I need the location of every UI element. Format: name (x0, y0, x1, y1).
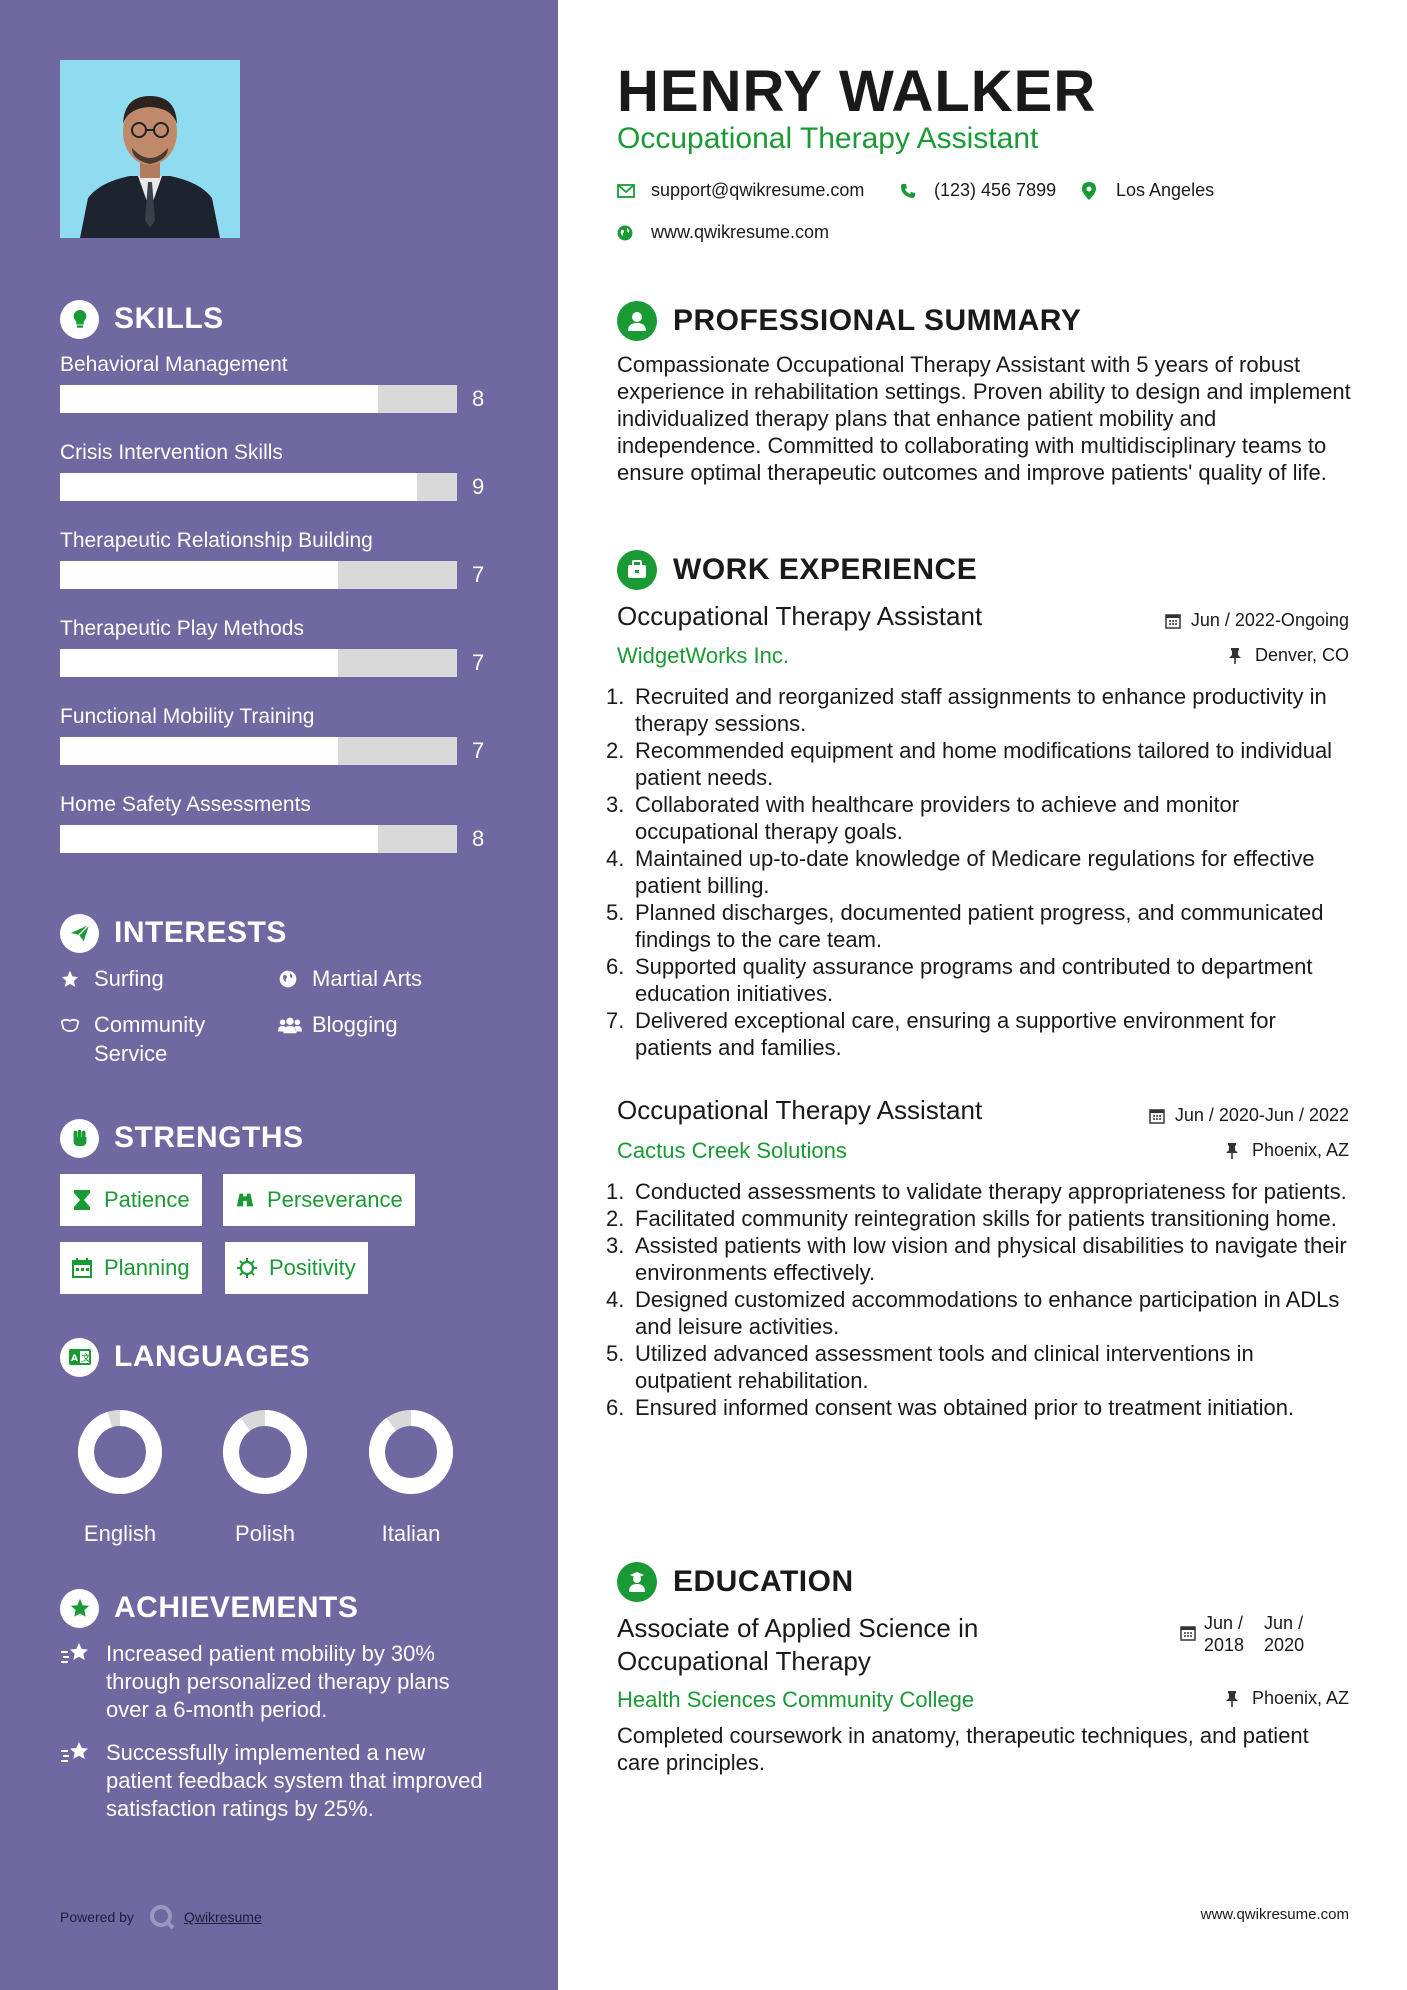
strengths-heading (60, 1118, 304, 1158)
achievements-heading-text: ACHIEVEMENTS (114, 1591, 359, 1624)
shooting-star-icon (60, 1739, 92, 1767)
skill-value: 7 (472, 650, 485, 675)
list-item: 7. Delivered exceptional care, ensuring a supportive environment for patients and families. (606, 1008, 1276, 1060)
degree-line: Occupational Therapy (617, 1646, 871, 1676)
skill-value: 7 (472, 738, 485, 763)
contact-email[interactable] (617, 180, 864, 201)
strength-tag (60, 1174, 202, 1226)
job-company: WidgetWorks Inc. (617, 643, 789, 668)
lightbulb-icon (60, 300, 99, 339)
fist-icon (60, 1119, 99, 1158)
experience-heading (617, 550, 977, 590)
pushpin-icon (1226, 1142, 1244, 1160)
email-text: support@qwikresume.com (651, 180, 865, 200)
hourglass-icon (72, 1190, 92, 1210)
globe-icon (278, 964, 302, 993)
skill-item (60, 438, 490, 508)
list-item: 1. Recruited and reorganized staff assignments to enhance productivity in therapy sessions. (606, 684, 1327, 736)
phone-text: (123) 456 7899 (934, 180, 1057, 200)
degree-title (617, 1612, 978, 1678)
experience-heading-text: WORK EXPERIENCE (673, 553, 978, 586)
pushpin-icon (1226, 1690, 1244, 1708)
job-location (1229, 645, 1349, 666)
paper-plane-icon (60, 914, 99, 953)
language-ring (70, 1402, 170, 1502)
interests-heading (60, 913, 287, 953)
job-dates-text: Jun / 2022-Ongoing (1190, 610, 1349, 630)
skill-name: Home Safety Assessments (60, 793, 311, 816)
svg-text:A: A (70, 1354, 78, 1364)
achievement-item (60, 1739, 490, 1823)
degree-line: Associate of Applied Science in (617, 1613, 979, 1643)
language-item (210, 1402, 320, 1547)
interest-item (278, 964, 422, 993)
pushpin-icon (1229, 647, 1247, 665)
users-icon (278, 1010, 302, 1039)
skill-name: Crisis Intervention Skills (60, 441, 283, 464)
list-item: 3. Collaborated with healthcare providers to achieve and monitor occupational therapy goals. (606, 792, 1240, 844)
interest-label: Community Service (94, 1012, 206, 1066)
map-marker-icon (1082, 181, 1104, 201)
education-heading (617, 1562, 854, 1602)
qwikresume-link[interactable]: Qwikresume (183, 1909, 262, 1925)
svg-text:文: 文 (81, 1354, 91, 1364)
job-dates (1165, 610, 1349, 631)
graduate-icon (617, 1562, 657, 1602)
achievement-text: Successfully implemented a new patient feedback system that improved satisfaction ratings by 25%. (106, 1740, 483, 1821)
shooting-star-icon (60, 1640, 92, 1668)
skill-bar (60, 473, 457, 501)
skill-bar (60, 825, 457, 853)
job-location-text: Denver, CO (1254, 645, 1349, 665)
user-icon (617, 301, 657, 341)
achievement-text: Increased patient mobility by 30% through personalized therapy plans over a 6-month period. (106, 1641, 450, 1722)
skill-bar (60, 649, 457, 677)
calendar-icon (1180, 1624, 1196, 1646)
calendar-icon (1149, 1107, 1167, 1125)
skill-name: Therapeutic Play Methods (60, 617, 304, 640)
interests-heading-text: INTERESTS (114, 916, 287, 949)
job-location-text: Phoenix, AZ (1251, 1140, 1349, 1160)
education-heading-text: EDUCATION (673, 1565, 854, 1598)
strength-tag (60, 1242, 202, 1294)
strength-tag (225, 1242, 368, 1294)
education-start: Jun / (1204, 1613, 1244, 1633)
list-item: 2. Facilitated community reintegration skills for patients transitioning home. (606, 1206, 1337, 1231)
languages-heading-text: LANGUAGES (114, 1340, 311, 1373)
language-name: Polish (235, 1521, 295, 1546)
briefcase-icon (617, 550, 657, 590)
job-dates-text: Jun / 2020-Jun / 2022 (1174, 1105, 1349, 1125)
globe-icon (617, 223, 639, 243)
strengths-heading-text: STRENGTHS (114, 1121, 304, 1154)
education-location (1226, 1688, 1349, 1709)
job-dates (1149, 1105, 1349, 1126)
job-bullets (606, 1178, 1356, 1421)
language-ring (361, 1402, 461, 1502)
candidate-role: Occupational Therapy Assistant (617, 122, 1039, 155)
phone-icon (900, 181, 922, 201)
education-end-year: 2020 (1264, 1635, 1305, 1655)
skill-value: 7 (472, 562, 485, 587)
list-item: 3. Assisted patients with low vision and physical disabilities to navigate their environments effectively. (606, 1233, 1347, 1285)
list-item: 2. Recommended equipment and home modifications tailored to individual patient needs. (606, 738, 1333, 790)
summary-text: Compassionate Occupational Therapy Assistant with 5 years of robust experience in rehabilitation settings. Proven ability to design and implement individualized therapy plans that enhance patient mobility and independence. Committed to collaborating with multidisciplinary teams to ensure optimal therapeutic outcomes and improve patients' quality of life. (617, 352, 1351, 485)
achievement-item (60, 1640, 490, 1724)
skill-item (60, 350, 490, 420)
achievements-heading (60, 1588, 358, 1628)
interest-item (60, 1010, 260, 1068)
language-name: English (83, 1521, 157, 1546)
language-name: Italian (381, 1521, 441, 1546)
language-ring (215, 1402, 315, 1502)
interest-label: Martial Arts (312, 966, 423, 991)
skill-name: Functional Mobility Training (60, 705, 315, 728)
skill-item (60, 614, 490, 684)
education-end: Jun / (1264, 1613, 1304, 1633)
strength-label: Planning (104, 1255, 190, 1280)
list-item: 5. Planned discharges, documented patient progress, and communicated findings to the care team. (606, 900, 1324, 952)
website-text: www.qwikresume.com (651, 222, 830, 242)
interest-label: Surfing (94, 966, 164, 991)
language-icon (60, 1338, 99, 1377)
list-item: 6. Supported quality assurance programs and contributed to department education initiatives. (606, 954, 1313, 1006)
skill-bar-fill (60, 561, 338, 589)
job-company: Cactus Creek Solutions (617, 1138, 847, 1163)
language-item (356, 1402, 466, 1547)
education-start-year: 2018 (1204, 1635, 1245, 1655)
language-item (65, 1402, 175, 1547)
education-dates (1180, 1612, 1304, 1656)
list-item: 4. Maintained up-to-date knowledge of Medicare regulations for effective patient billing. (606, 846, 1315, 898)
skill-bar-fill (60, 737, 338, 765)
binoculars-icon (235, 1190, 255, 1210)
calendar-icon (1165, 612, 1183, 630)
contact-website[interactable] (617, 222, 829, 243)
star-icon (60, 964, 84, 993)
list-item: 5. Utilized advanced assessment tools and clinical interventions in outpatient rehabilitation. (606, 1341, 1254, 1393)
candidate-name: HENRY WALKER (617, 59, 1097, 124)
school-name: Health Sciences Community College (617, 1687, 975, 1712)
strength-label: Perseverance (267, 1187, 403, 1212)
skill-name: Therapeutic Relationship Building (60, 529, 373, 552)
job-title: Occupational Therapy Assistant (617, 1095, 983, 1125)
skill-bar-fill (60, 825, 378, 853)
skill-item (60, 526, 490, 596)
list-item: 6. Ensured informed consent was obtained prior to treatment initiation. (606, 1395, 1295, 1420)
skill-bar-fill (60, 649, 338, 677)
skills-heading (60, 299, 224, 339)
footer-website[interactable]: www.qwikresume.com (1200, 1906, 1349, 1923)
skill-bar (60, 561, 457, 589)
skill-value: 8 (472, 826, 485, 851)
summary-heading-text: PROFESSIONAL SUMMARY (673, 304, 1082, 337)
skills-heading-text: SKILLS (114, 302, 224, 335)
skill-bar-fill (60, 473, 417, 501)
profile-photo (60, 60, 240, 238)
summary-heading (617, 301, 1081, 341)
skill-item (60, 790, 490, 860)
envelope-icon (617, 181, 639, 201)
strength-label: Positivity (269, 1255, 356, 1280)
interest-label: Blogging (312, 1012, 398, 1037)
education-location-text: Phoenix, AZ (1251, 1688, 1349, 1708)
skill-value: 8 (472, 386, 485, 411)
skill-item (60, 702, 490, 772)
award-star-icon (60, 1589, 99, 1628)
job-title: Occupational Therapy Assistant (617, 601, 983, 631)
contact-phone[interactable] (900, 180, 1056, 201)
qwikresume-logo-icon (148, 1903, 176, 1931)
languages-heading (60, 1337, 310, 1377)
list-item: 1. Conducted assessments to validate therapy appropriateness for patients. (606, 1179, 1347, 1204)
education-description: Completed coursework in anatomy, therapeutic techniques, and patient care principles. (617, 1723, 1309, 1775)
location-text: Los Angeles (1116, 180, 1215, 200)
strength-label: Patience (104, 1187, 190, 1212)
powered-by (60, 1903, 262, 1931)
sun-icon (237, 1258, 257, 1278)
skill-bar (60, 385, 457, 413)
handshake-icon (60, 1010, 84, 1039)
powered-by-label: Powered by (60, 1909, 134, 1925)
skill-name: Behavioral Management (60, 353, 288, 376)
job-location (1226, 1140, 1349, 1161)
interest-item (60, 964, 164, 993)
list-item: 4. Designed customized accommodations to enhance participation in ADLs and leisure activities. (606, 1287, 1340, 1339)
sidebar (0, 0, 558, 1990)
skill-value: 9 (472, 474, 485, 499)
interest-item (278, 1010, 398, 1039)
skill-bar-fill (60, 385, 378, 413)
contact-location (1082, 180, 1214, 201)
strength-tag (223, 1174, 415, 1226)
skill-bar (60, 737, 457, 765)
job-bullets (606, 683, 1356, 1061)
calendar-icon (72, 1258, 92, 1278)
